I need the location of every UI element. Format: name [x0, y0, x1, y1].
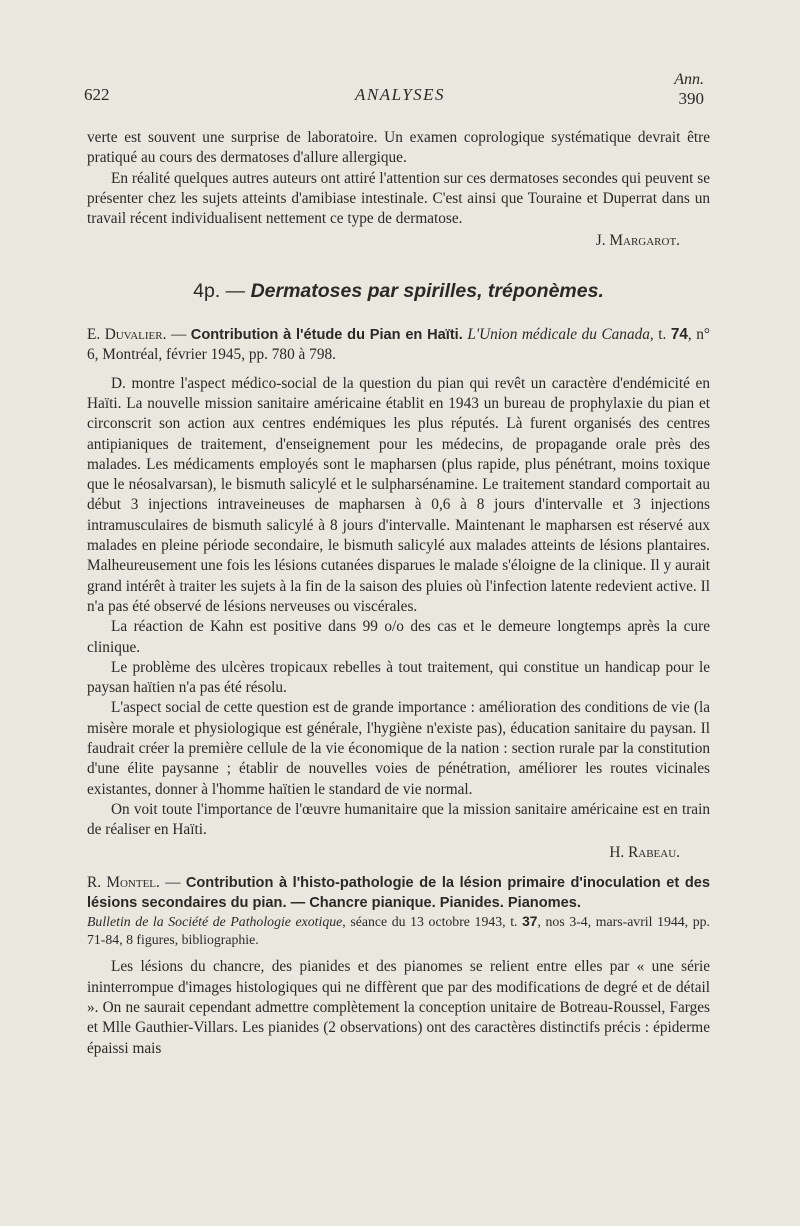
signature-rabeau: H. Rabeau. [609, 843, 680, 861]
article-2-author: R. Montel. [87, 873, 160, 891]
article-1-paragraph: L'aspect social de cette question est de grande importance : amélioration des conditions de vie (la misère morale et physiologique est générale, l'hygiène n'existe pas), éducation sanitaire du paysan. Il faudrait créer la première cellule de la vie économique de la nation : section rurale par la constitution d'une élite paysanne ; établir de nouvelles voies de pénétration, améliorer les routes vicinales existantes, donner à l'homme haïtien le standard de vie normal. [87, 699, 710, 798]
article-montel [87, 873, 710, 1059]
article-1-citation: , n° 6, Montréal, février 1945, pp. 780 à 798. [87, 326, 710, 364]
article-1-author: E. Duvalier. [87, 326, 167, 344]
article-1-dash: — [166, 326, 191, 344]
section-heading [87, 281, 710, 301]
article-1-paragraph: D. montre l'aspect médico-social de la question du pian qui revêt un caractère d'endémicité en Haïti. La nouvelle mission sanitaire américaine établit en 1943 un bureau de prophylaxie du pian et circonscrit son action aux centres endémiques les plus réputés. Là furent organisés des centres antipianiques de traitement, d'enseignement pour les médecins, de propagande orale près des malades. Les médicaments employés sont le mapharsen (plus rapide, plus pénétrant, moins toxique que le néosalvarsan), le bismuth salicylé et le sulpharsénamine. Le traitement standard comportait au début 3 injections intraveineuses de mapharsen à 0,6 à 8 jours d'intervalle et 3 injections intramusculaires de bismuth salicylé à 8 jours d'intervalle. Maintenant le mapharsen est réservé aux malades en pleine période secondaire, le bismuth salicylé aux malades atteints de lésions plantaires. Malheureusement une fois les lésions cutanées disparues le malade s'éloigne de la clinique. Il y aurait grand intérêt à traiter les sujets à la fin de la saison des pluies où l'infection latente redevient active. Il n'a pas été observé de lésions nerveuses ou viscérales. [87, 374, 710, 615]
signature-margarot: J. Margarot. [595, 232, 680, 250]
article-duvalier [87, 325, 710, 863]
article-1-header [87, 325, 710, 366]
article-2-title: Contribution à l'histo-pathologie de la lésion primaire d'inoculation et des lésions secondaires du pian. — Chancre pianique. Pianides. Pianomes. [87, 874, 710, 912]
section-number: 4p. — [193, 279, 246, 302]
article-2-header [87, 873, 710, 914]
article-1-paragraph: La réaction de Kahn est positive dans 99 o/o des cas et le demeure longtemps après la cure clinique. [87, 618, 710, 656]
article-1-paragraph: Le problème des ulcères tropicaux rebelles à tout traitement, qui constitue un handicap pour le paysan haïtien n'a pas été résolu. [87, 658, 710, 697]
article-2-dash: — [159, 873, 186, 891]
article-1-paragraph: On voit toute l'importance de l'œuvre humanitaire que la mission sanitaire américaine est en train de réaliser en Haïti. [87, 800, 710, 839]
page-body [87, 128, 710, 1059]
running-title: ANALYSES [354, 85, 446, 104]
volume-page: 390 [678, 89, 704, 108]
article-1-journal: L'Union médicale du Canada [467, 326, 650, 344]
journal-reference [674, 70, 704, 108]
journal-abbrev: Ann. [674, 71, 704, 88]
intro-paragraph-2: En réalité quelques autres auteurs ont attiré l'attention sur ces dermatoses secondes qui peuvent se présenter chez les sujets atteints d'amibiase intestinale. C'est ainsi que Touraine et Duperrat dans un travail récent individualisent nettement ce type de dermatose. [87, 169, 710, 228]
article-2-journal: Bulletin de la Société de Pathologie exotique [87, 914, 343, 930]
section-title: Dermatoses par spirilles, tréponèmes. [250, 279, 604, 302]
intro-paragraph-1: verte est souvent une surprise de laboratoire. Un examen coprologique systématique devrait être pratiqué au cours des dermatoses d'allure allergique. [87, 129, 710, 167]
page-number: 622 [84, 85, 110, 104]
article-2-paragraph: Les lésions du chancre, des pianides et des pianomes se relient entre elles par « une série ininterrompue d'images histologiques qui ne diffèrent que par des modifications de degré et de détail ». On ne saurait cependant admettre complètement la conception unitaire de Botreau-Roussel, Farges et Mlle Gauthier-Villars. Les pianides (2 observations) ont des caractères distinctifs précis : épiderme épaissi mais [87, 958, 710, 1057]
article-2-cite-pre: , séance du 13 octobre 1943, t. [342, 914, 523, 930]
article-2-volume: 37 [522, 914, 538, 930]
article-2-citation [87, 913, 710, 949]
article-2-cite-rest: , nos 3-4, mars-avril 1944, pp. 71-84, 8 figures, bibliographie. [87, 914, 710, 948]
article-1-volume: 74 [670, 326, 688, 344]
article-1-title: Contribution à l'étude du Pian en Haïti. [190, 327, 463, 344]
article-1-vol-pre: , t. [649, 326, 671, 344]
